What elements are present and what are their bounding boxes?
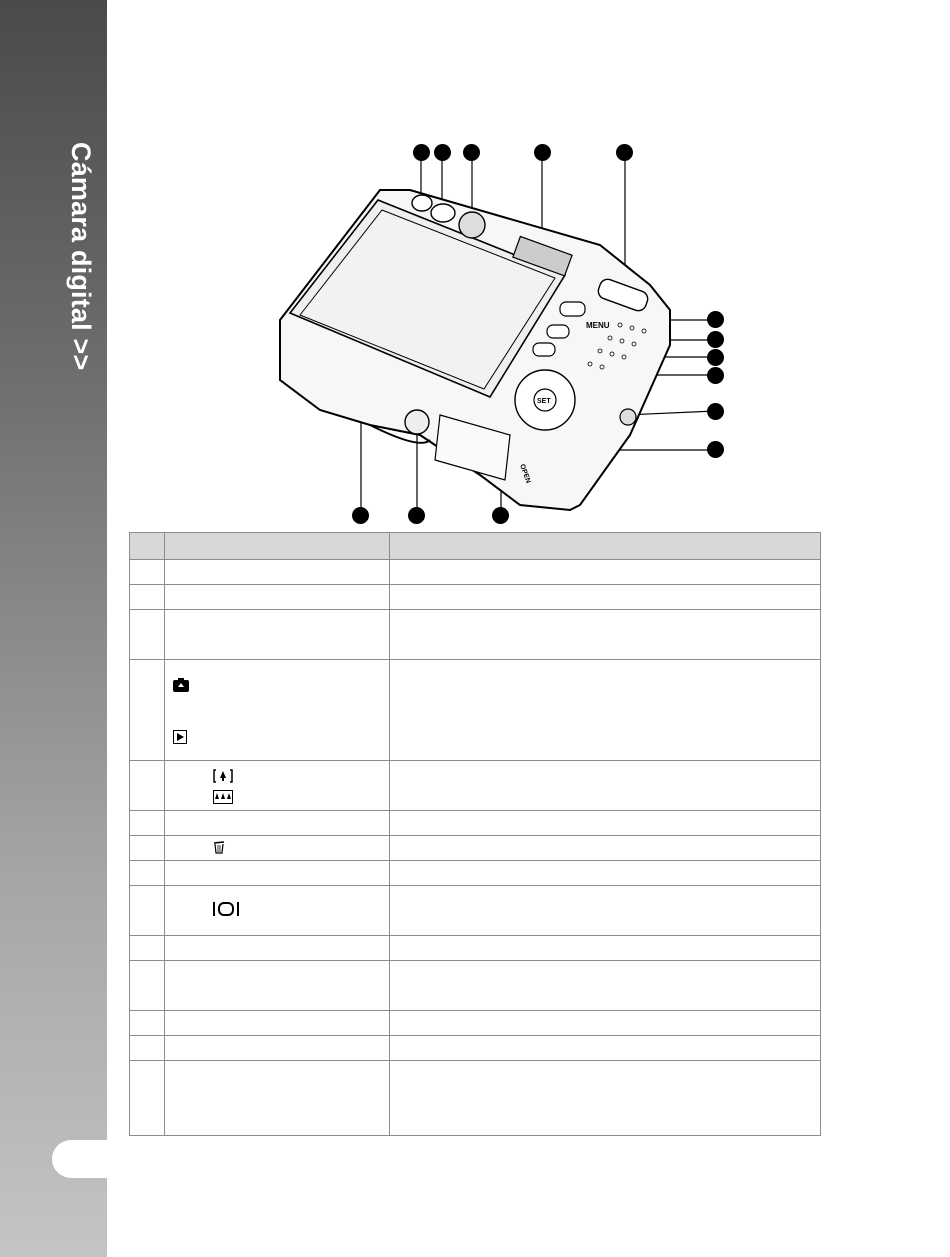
trash-icon (213, 840, 225, 854)
table-row (130, 610, 821, 660)
table-row (130, 836, 821, 861)
table-row (130, 936, 821, 961)
delete-button[interactable] (547, 325, 569, 338)
camera-mode-icon (173, 678, 189, 692)
table-header-row (130, 533, 821, 560)
open-label: OPEN (518, 463, 532, 485)
tripod-socket (405, 410, 429, 434)
parts-table (129, 532, 821, 1136)
callout-10 (707, 403, 724, 420)
sidebar-title: Cámara digital >> (66, 142, 96, 371)
zoom-icons-cell (165, 761, 390, 811)
playback-mode-icon (173, 730, 187, 744)
set-label: SET (537, 398, 551, 405)
zoom-wide-icon (213, 790, 233, 804)
page-number-tab (52, 1140, 108, 1178)
callout-7 (707, 331, 724, 348)
callout-6 (707, 311, 724, 328)
callout-11 (707, 441, 724, 458)
menu-button[interactable] (560, 302, 585, 316)
header-name (165, 533, 390, 560)
mode-dial[interactable] (459, 212, 485, 238)
mode-icons-cell (165, 660, 390, 761)
callout-8 (707, 349, 724, 366)
strap-holder (620, 409, 636, 425)
flash-button[interactable] (412, 195, 432, 211)
callout-14 (492, 507, 509, 524)
callout-13 (408, 507, 425, 524)
table-row (130, 560, 821, 585)
display-icon (213, 901, 239, 917)
display-button[interactable] (533, 343, 555, 356)
table-row (130, 1011, 821, 1036)
header-number (130, 533, 165, 560)
table-row (130, 761, 821, 811)
callout-5 (616, 144, 633, 161)
table-row (130, 861, 821, 886)
table-row (130, 886, 821, 936)
camera-back-illustration (250, 135, 730, 530)
zoom-tele-icon (213, 769, 233, 783)
callout-1 (413, 144, 430, 161)
callout-2 (434, 144, 451, 161)
callout-3 (463, 144, 480, 161)
callout-12 (352, 507, 369, 524)
table-row (130, 1036, 821, 1061)
table-row (130, 811, 821, 836)
table-row (130, 660, 821, 761)
sidebar (0, 0, 107, 1257)
table-row (130, 1061, 821, 1136)
header-description (390, 533, 821, 560)
shutter-button[interactable] (431, 204, 455, 222)
callout-9 (707, 367, 724, 384)
table-row (130, 585, 821, 610)
menu-label: MENU (586, 321, 610, 330)
callout-4 (534, 144, 551, 161)
table-row (130, 961, 821, 1011)
